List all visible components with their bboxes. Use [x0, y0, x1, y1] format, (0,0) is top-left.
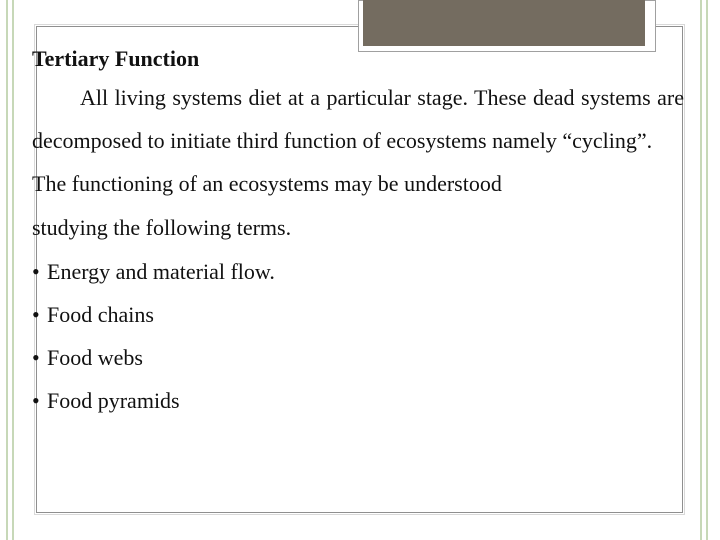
- body-line-1: The functioning of an ecosystems may be understood: [32, 171, 502, 196]
- decor-stripe-left-2: [12, 0, 14, 540]
- body-paragraph: All living systems diet at a particular stage. These dead systems are decomposed to initiate third function of ecosystems namely “cycling”.: [32, 85, 684, 153]
- bullet-text: Food pyramids: [47, 388, 180, 413]
- bullet-item-energy: [32, 250, 684, 293]
- slide-content: [32, 42, 684, 422]
- bullet-text: Food chains: [47, 302, 154, 327]
- decor-stripe-right-2: [706, 0, 708, 540]
- bullet-item-food-webs: [32, 336, 684, 379]
- bullet-icon: •: [32, 259, 40, 284]
- bullet-icon: •: [32, 345, 40, 370]
- body-line-2: studying the following terms.: [32, 215, 292, 240]
- decor-stripe-right-1: [700, 0, 702, 540]
- title-tab-fill: [363, 0, 645, 46]
- decor-stripe-left-1: [6, 0, 8, 540]
- bullet-item-food-pyramids: [32, 379, 684, 422]
- bullet-text: Energy and material flow.: [47, 259, 275, 284]
- slide-heading: Tertiary Function: [32, 46, 200, 71]
- bullet-icon: •: [32, 388, 40, 413]
- bullet-item-food-chains: [32, 293, 684, 336]
- bullet-icon: •: [32, 302, 40, 327]
- bullet-text: Food webs: [47, 345, 143, 370]
